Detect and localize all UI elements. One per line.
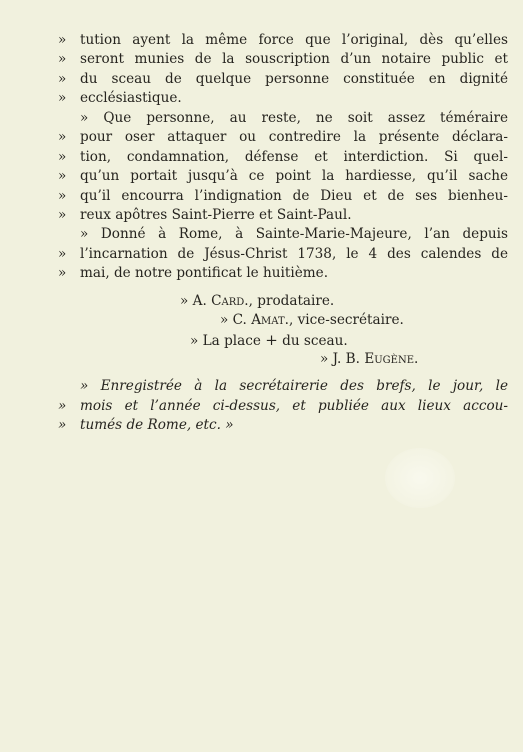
text-line: » ecclésiastique.	[58, 90, 182, 107]
signature-line: » C. Amat., vice-secrétaire.	[220, 312, 404, 329]
text-line: » tution ayent la même force que l’original, dès qu’elles	[58, 32, 508, 48]
cross-symbol: +	[265, 330, 278, 349]
text-line: » tion, condamnation, défense et interdiction. Si quel-	[58, 148, 508, 165]
text-line: » mai, de notre pontificat le huitième.	[58, 265, 329, 282]
text-line: » reux apôtres Saint-Pierre et Saint-Paul.	[58, 206, 352, 223]
signature-line: » La place + du sceau.	[190, 330, 348, 349]
signatures	[58, 292, 508, 370]
text-line: » Donné à Rome, à Sainte-Marie-Majeure, l’an depuis	[80, 226, 508, 243]
paragraph-2	[58, 109, 508, 226]
page-text	[58, 31, 508, 436]
registration-note	[58, 377, 508, 435]
text-line: » seront munies de la souscription d’un notaire public et	[58, 51, 508, 68]
text-line: » pour oser attaquer ou contredire la présente déclara-	[58, 129, 508, 146]
signature-line: » A. Card., prodataire.	[180, 292, 335, 309]
text-line: » du sceau de quelque personne constituée en dignité	[58, 70, 508, 87]
text-line: » tumés de Rome, etc. »	[58, 417, 234, 434]
text-line: » qu’un portait jusqu’à ce point la hardiesse, qu’il sache	[58, 168, 508, 185]
text-line: » l’incarnation de Jésus-Christ 1738, le 4 des calendes de	[58, 245, 508, 262]
paragraph-1	[58, 31, 508, 109]
text-line: » qu’il encourra l’indignation de Dieu et de ses bienheu-	[58, 187, 508, 204]
text-line: » Que personne, au reste, ne soit assez téméraire	[80, 109, 508, 126]
paper-stain	[385, 448, 455, 508]
paragraph-3	[58, 225, 508, 283]
signature-line: » J. B. Eugène.	[320, 351, 419, 367]
text-line: » mois et l’année ci-dessus, et publiée aux lieux accou-	[58, 397, 508, 414]
text-line: » Enregistrée à la secrétairerie des brefs, le jour, le	[80, 378, 508, 395]
